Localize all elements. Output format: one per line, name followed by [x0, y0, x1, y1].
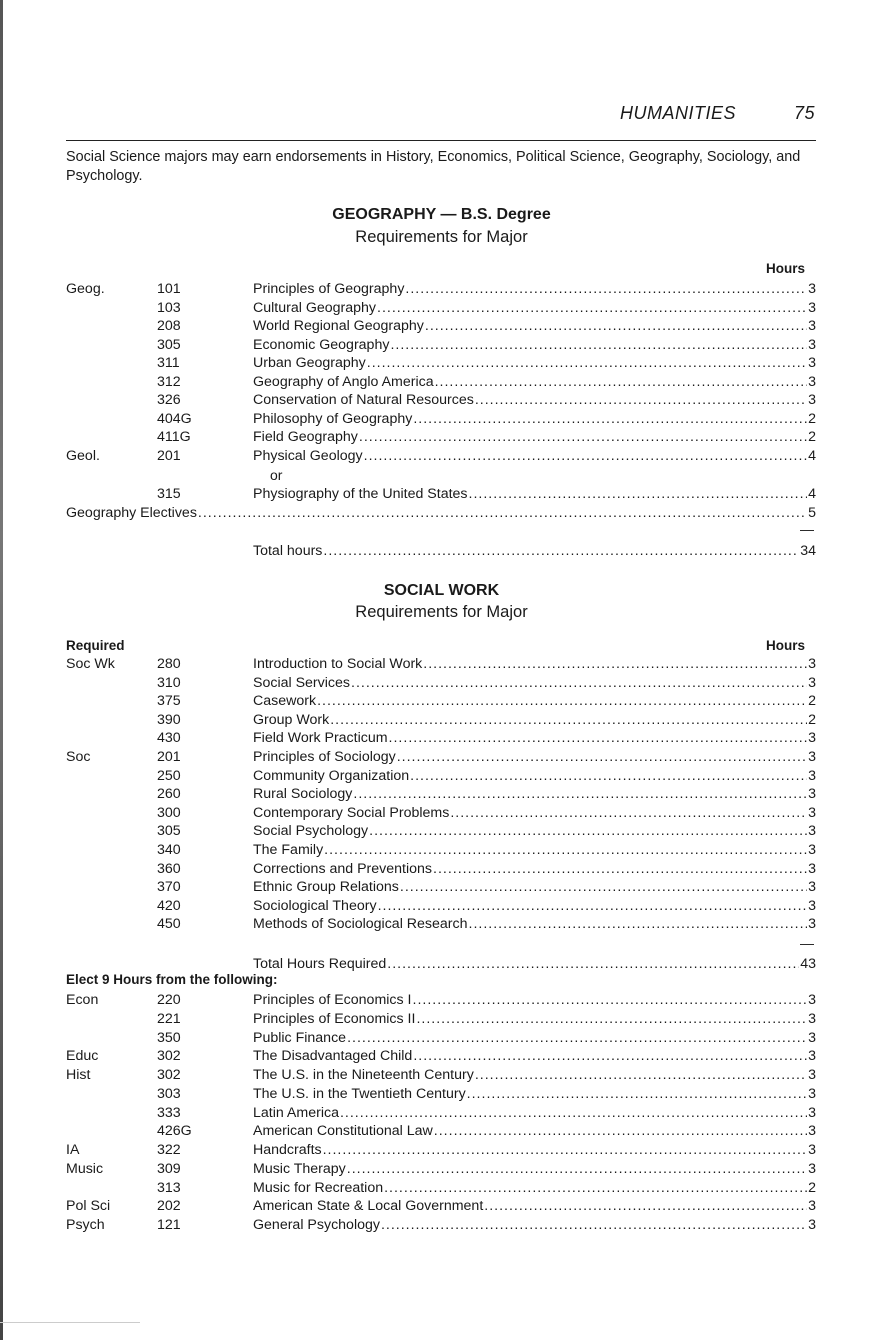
header-rule	[66, 140, 816, 141]
course-number: 280	[157, 656, 181, 672]
leader-dots	[413, 410, 807, 428]
course-row	[66, 841, 816, 859]
course-hours: 3	[808, 1085, 816, 1102]
course-number: 305	[157, 823, 181, 840]
course-number: 390	[157, 711, 181, 728]
course-row	[66, 299, 816, 317]
course-title: Corrections and Preventions	[253, 860, 433, 877]
sum-dash: —	[800, 935, 814, 951]
course-row	[66, 1141, 816, 1159]
course-number: 411G	[157, 429, 191, 445]
course-dept: Geog.	[66, 281, 105, 297]
leader-dots	[351, 674, 807, 692]
course-hours: 3	[808, 336, 816, 353]
course-title: Public Finance	[253, 1029, 347, 1046]
course-hours: 3	[808, 1067, 816, 1083]
course-row	[66, 785, 816, 803]
course-number: 375	[157, 693, 181, 710]
course-hours: 3	[808, 730, 816, 747]
electives-hours: 5	[808, 505, 816, 521]
course-row	[66, 1047, 816, 1065]
course-number: 426G	[157, 1123, 192, 1140]
course-row	[66, 1216, 816, 1234]
leader-dots	[410, 767, 807, 785]
leader-dots	[467, 1085, 807, 1103]
course-title: Physical Geology	[253, 447, 363, 464]
course-hours: 3	[808, 804, 816, 821]
course-row	[66, 428, 816, 446]
course-number: 310	[157, 674, 181, 691]
course-title: Principles of Economics II	[253, 1010, 416, 1027]
course-number: 121	[157, 1217, 181, 1233]
total-row	[66, 955, 816, 973]
total-title: Total Hours Required	[253, 956, 387, 972]
course-number: 260	[157, 786, 181, 803]
leader-dots	[340, 1104, 807, 1122]
course-dept: Geol.	[66, 447, 100, 464]
course-hours: 3	[808, 897, 816, 914]
course-number: 305	[157, 336, 181, 353]
course-hours: 3	[808, 1048, 816, 1065]
course-row	[66, 711, 816, 729]
course-hours: 2	[808, 711, 816, 728]
course-row	[66, 391, 816, 409]
total-hours: 43	[800, 956, 816, 972]
course-hours: 3	[808, 281, 816, 297]
course-number: 404G	[157, 410, 192, 427]
course-title: Handcrafts	[253, 1142, 322, 1158]
course-row	[66, 692, 816, 710]
leader-dots	[475, 1066, 807, 1084]
course-title: The Disadvantaged Child	[253, 1048, 413, 1065]
course-number: 103	[157, 299, 181, 316]
course-number: 360	[157, 860, 181, 877]
course-number: 312	[157, 373, 181, 390]
leader-dots	[469, 485, 808, 503]
course-title: The U.S. in the Twentieth Century	[253, 1085, 466, 1102]
leader-dots	[400, 878, 807, 896]
course-hours: 3	[808, 656, 816, 672]
leader-dots	[364, 447, 807, 465]
course-hours: 2	[808, 1179, 816, 1196]
course-row	[66, 1010, 816, 1028]
leader-dots	[378, 897, 808, 915]
course-title: Latin America	[253, 1104, 339, 1121]
course-title: Social Services	[253, 674, 350, 691]
course-dept: Music	[66, 1160, 104, 1177]
course-row	[66, 860, 816, 878]
course-title: Introduction to Social Work	[253, 656, 423, 672]
course-number: 350	[157, 1029, 181, 1046]
course-hours: 3	[808, 299, 816, 316]
course-dept: Educ	[66, 1048, 99, 1065]
course-hours: 3	[808, 355, 816, 371]
course-number: 313	[157, 1179, 181, 1196]
required-label: Required	[66, 638, 125, 653]
elect-label: Elect 9 Hours from the following:	[66, 972, 278, 987]
course-title: Group Work	[253, 711, 330, 728]
leader-dots	[367, 354, 807, 372]
course-hours: 3	[808, 373, 816, 390]
course-number: 450	[157, 916, 181, 933]
course-row	[66, 655, 816, 673]
course-dept: IA	[66, 1142, 80, 1158]
social-work-subtitle: Requirements for Major	[355, 603, 528, 621]
course-row	[66, 280, 816, 298]
leader-dots	[475, 391, 807, 409]
geography-hours-header: Hours	[766, 261, 806, 276]
course-row	[66, 804, 816, 822]
running-head-section: HUMANITIES	[620, 103, 737, 123]
leader-dots	[423, 655, 807, 673]
course-hours: 3	[808, 879, 816, 896]
course-hours: 4	[808, 447, 816, 464]
course-hours: 3	[808, 767, 816, 784]
course-number: 326	[157, 392, 181, 408]
leader-dots	[397, 748, 807, 766]
intro-paragraph: Social Science majors may earn endorsements in History, Economics, Political Science, Geography, Sociology, and Psychology.	[66, 149, 801, 184]
leader-dots	[413, 991, 808, 1009]
social-work-hours-header: Hours	[766, 638, 806, 653]
course-title: Geography of Anglo America	[253, 373, 434, 390]
course-dept: Soc Wk	[66, 656, 115, 672]
course-hours: 3	[808, 916, 816, 933]
course-row	[66, 1160, 816, 1178]
course-title: Social Psychology	[253, 823, 369, 840]
course-dept: Pol Sci	[66, 1198, 111, 1215]
course-hours: 3	[808, 1217, 816, 1233]
leader-dots	[323, 542, 799, 560]
course-number: 202	[157, 1198, 181, 1215]
course-hours: 3	[808, 674, 816, 691]
course-title: Community Organization	[253, 767, 410, 784]
course-row	[66, 1066, 816, 1084]
course-hours: 3	[808, 1010, 816, 1027]
course-number: 302	[157, 1067, 181, 1083]
leader-dots	[324, 841, 807, 859]
course-row	[66, 767, 816, 785]
leader-dots	[387, 955, 799, 973]
course-number: 302	[157, 1048, 181, 1065]
course-hours: 3	[808, 1198, 816, 1215]
leader-dots	[484, 1197, 807, 1215]
leader-dots	[405, 280, 807, 298]
geography-title: GEOGRAPHY — B.S. Degree	[332, 206, 551, 223]
leader-dots	[347, 1029, 807, 1047]
course-title: General Psychology	[253, 1217, 380, 1233]
course-hours: 3	[808, 1029, 816, 1046]
total-hours: 34	[800, 543, 816, 559]
leader-dots	[323, 1141, 808, 1159]
electives-row	[66, 504, 816, 522]
course-title: The Family	[253, 842, 324, 858]
course-number: 370	[157, 879, 181, 896]
social-work-title: SOCIAL WORK	[383, 582, 500, 599]
leader-dots	[413, 1047, 807, 1065]
leader-dots	[434, 1122, 807, 1140]
course-number: 201	[157, 749, 181, 765]
course-title: Contemporary Social Problems	[253, 804, 450, 821]
course-row	[66, 1122, 816, 1140]
leader-dots	[198, 504, 807, 522]
scan-edge-line	[0, 1322, 140, 1323]
course-number: 208	[157, 318, 181, 334]
leader-dots	[389, 729, 808, 747]
course-row	[66, 1179, 816, 1197]
total-title: Total hours	[253, 543, 323, 559]
course-hours: 3	[808, 786, 816, 803]
leader-dots	[377, 299, 807, 317]
course-number: 220	[157, 992, 181, 1008]
leader-dots	[347, 1160, 807, 1178]
electives-title: Geography Electives	[66, 505, 197, 521]
leader-dots	[381, 1216, 807, 1234]
course-dept: Econ	[66, 992, 99, 1008]
course-number: 300	[157, 804, 181, 821]
course-number: 333	[157, 1104, 181, 1121]
course-hours: 3	[808, 392, 816, 408]
course-row	[66, 878, 816, 896]
leader-dots	[330, 711, 807, 729]
course-row	[66, 1029, 816, 1047]
course-title: Urban Geography	[253, 355, 366, 371]
course-number: 430	[157, 730, 181, 747]
course-title: Philosophy of Geography	[253, 410, 413, 427]
course-hours: 3	[808, 992, 816, 1008]
course-title: American Constitutional Law	[253, 1123, 433, 1140]
course-hours: 2	[808, 429, 816, 445]
course-hours: 2	[808, 410, 816, 427]
course-hours: 3	[808, 318, 816, 334]
course-row	[66, 354, 816, 372]
course-title: The U.S. in the Nineteenth Century	[253, 1067, 474, 1083]
leader-dots	[384, 1179, 807, 1197]
page-number: 75	[793, 103, 815, 123]
course-title: World Regional Geography	[253, 318, 424, 334]
leader-dots	[433, 860, 807, 878]
leader-dots	[450, 804, 807, 822]
course-dept: Soc	[66, 749, 91, 765]
course-row	[66, 1197, 816, 1215]
course-row	[66, 991, 816, 1009]
leader-dots	[317, 692, 807, 710]
course-row	[66, 729, 816, 747]
course-dept: Hist	[66, 1067, 91, 1083]
total-row	[66, 542, 816, 560]
or-connector: or	[270, 467, 283, 483]
course-number: 315	[157, 486, 181, 502]
course-number: 309	[157, 1160, 181, 1177]
course-title: Methods of Sociological Research	[253, 916, 468, 933]
course-number: 221	[157, 1010, 181, 1027]
course-row	[66, 336, 816, 354]
course-title: Music Therapy	[253, 1160, 346, 1177]
leader-dots	[435, 373, 808, 391]
sum-dash: —	[800, 521, 814, 537]
geography-subtitle: Requirements for Major	[355, 228, 528, 246]
course-number: 201	[157, 447, 181, 464]
course-title: Music for Recreation	[253, 1179, 384, 1196]
course-title: Physiography of the United States	[253, 486, 468, 502]
course-title: Sociological Theory	[253, 897, 377, 914]
course-row	[66, 674, 816, 692]
course-hours: 3	[808, 842, 816, 858]
course-title: Principles of Geography	[253, 281, 405, 297]
course-row	[66, 373, 816, 391]
course-row	[66, 1085, 816, 1103]
course-hours: 3	[808, 1142, 816, 1158]
course-hours: 3	[808, 1160, 816, 1177]
leader-dots	[353, 785, 807, 803]
course-hours: 3	[808, 749, 816, 765]
leader-dots	[390, 336, 807, 354]
course-number: 311	[157, 355, 180, 371]
leader-dots	[469, 915, 808, 933]
course-hours: 3	[808, 1123, 816, 1140]
course-title: Casework	[253, 693, 317, 710]
course-hours: 3	[808, 823, 816, 840]
course-number: 101	[157, 281, 181, 297]
course-title: Rural Sociology	[253, 786, 353, 803]
page-binding-edge	[0, 0, 3, 1340]
course-dept: Psych	[66, 1217, 105, 1233]
course-row	[66, 897, 816, 915]
course-title: Ethnic Group Relations	[253, 879, 399, 896]
course-row	[66, 915, 816, 933]
course-title: Field Work Practicum	[253, 730, 388, 747]
course-hours: 4	[808, 486, 816, 502]
course-row	[66, 485, 816, 503]
course-hours: 3	[808, 860, 816, 877]
course-row	[66, 447, 816, 465]
course-number: 340	[157, 842, 181, 858]
leader-dots	[369, 822, 807, 840]
course-row	[66, 410, 816, 428]
course-title: Conservation of Natural Resources	[253, 392, 474, 408]
course-row	[66, 748, 816, 766]
leader-dots	[425, 317, 807, 335]
course-row	[66, 317, 816, 335]
course-title: Field Geography	[253, 429, 358, 445]
course-title: Economic Geography	[253, 336, 390, 353]
course-number: 420	[157, 897, 181, 914]
leader-dots	[416, 1010, 807, 1028]
course-title: American State & Local Government	[253, 1198, 484, 1215]
course-title: Principles of Sociology	[253, 749, 396, 765]
course-row	[66, 1104, 816, 1122]
course-hours: 3	[808, 1104, 816, 1121]
course-hours: 2	[808, 693, 816, 710]
course-title: Principles of Economics I	[253, 992, 412, 1008]
course-title: Cultural Geography	[253, 299, 377, 316]
course-row	[66, 822, 816, 840]
course-number: 322	[157, 1142, 181, 1158]
leader-dots	[359, 428, 807, 446]
course-number: 250	[157, 767, 181, 784]
course-number: 303	[157, 1085, 181, 1102]
